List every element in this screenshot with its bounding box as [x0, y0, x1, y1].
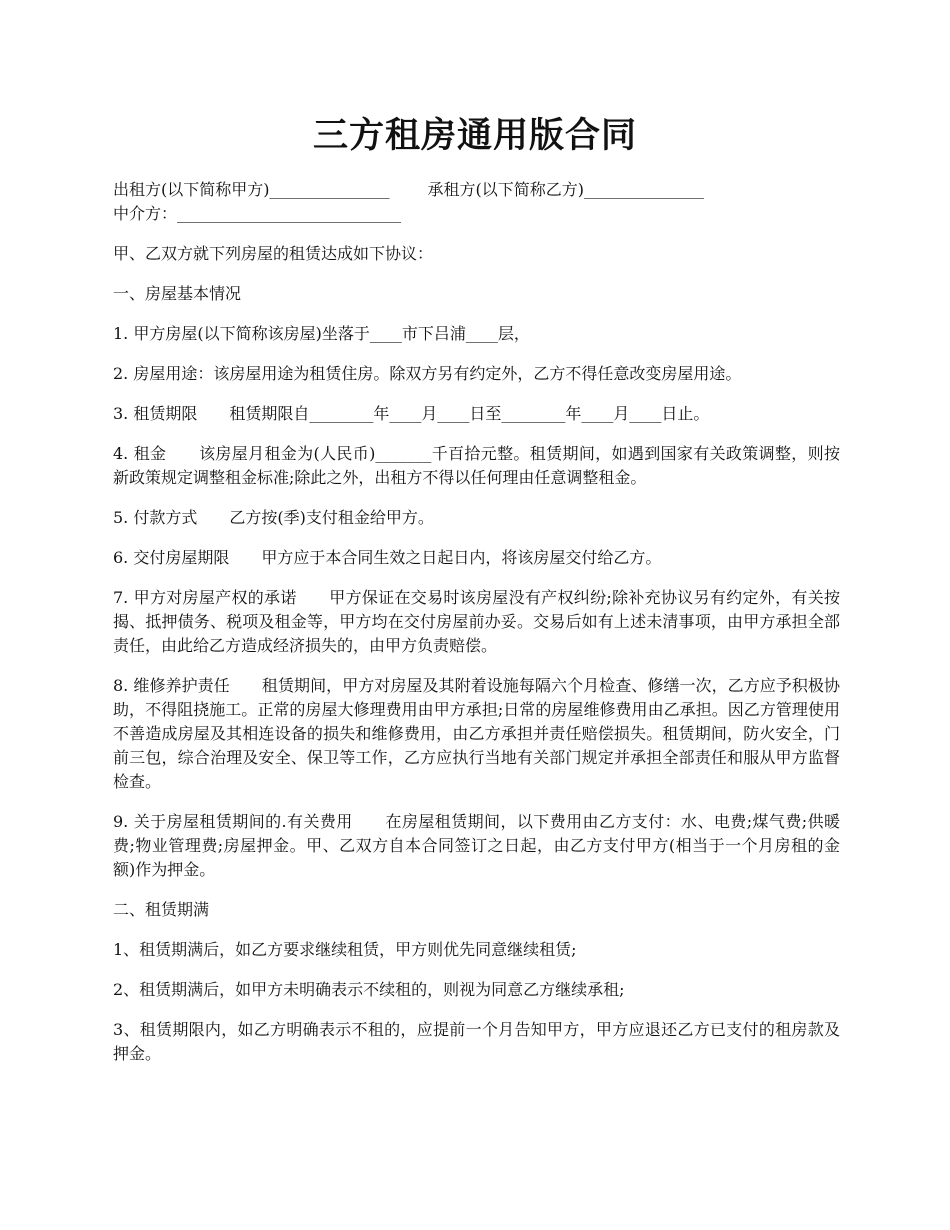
- intro-paragraph: 甲、乙双方就下列房屋的租赁达成如下协议：: [113, 244, 434, 263]
- parties-row: [113, 178, 840, 202]
- clause-paragraph: 9. 关于房屋租赁期间的.有关费用 在房屋租赁期间，以下费用由乙方支付：水、电费;煤气费;供暖费;物业管理费;房屋押金。甲、乙双方自本合同签订之日起，由乙方支付甲方(相当于一个月房租的金额)作为押金。: [113, 812, 840, 879]
- document-title: 三方租房通用版合同: [312, 115, 637, 156]
- document-body: [113, 178, 840, 1066]
- clause-paragraph: 5. 付款方式 乙方按(季)支付租金给甲方。: [113, 508, 434, 527]
- clause-paragraph: 8. 维修养护责任 租赁期间，甲方对房屋及其附着设施每隔六个月检查、修缮一次，乙方应予积极协助，不得阻挠施工。正常的房屋大修理费用由甲方承担;日常的房屋维修费用由乙承担。因乙方管理使用不善造成房屋及其相连设备的损失和维修费用，由乙方承担并责任赔偿损失。租赁期间，防火安全，门前三包，综合治理及安全、保卫等工作，乙方应执行当地有关部门规定并承担全部责任和服从甲方监督检查。: [113, 676, 840, 791]
- lessee-line: 承租方(以下简称乙方)_______________: [427, 180, 704, 199]
- clause-paragraph: 6. 交付房屋期限 甲方应于本合同生效之日起日内，将该房屋交付给乙方。: [113, 548, 662, 567]
- agent-line: 中介方：____________________________: [113, 204, 402, 223]
- clause-paragraph: 3、租赁期限内，如乙方明确表示不租的，应提前一个月告知甲方，甲方应退还乙方已支付的租房款及押金。: [113, 1020, 840, 1063]
- lessor-line: 出租方(以下简称甲方)_______________: [113, 180, 390, 199]
- clause-paragraph: 2、租赁期满后，如甲方未明确表示不续租的，则视为同意乙方继续承租;: [113, 980, 625, 999]
- clause-paragraph: 1、租赁期满后，如乙方要求继续租赁，甲方则优先同意继续租赁;: [113, 940, 577, 959]
- clause-paragraph: 4. 租金 该房屋月租金为(人民币)_______千百拾元整。租赁期间，如遇到国家有关政策调整，则按新政策规定调整租金标准;除此之外，出租方不得以任何理由任意调整租金。: [113, 444, 840, 487]
- section-heading: 二、租赁期满: [113, 900, 210, 919]
- section-heading: 一、房屋基本情况: [113, 284, 242, 303]
- clause-paragraph: 7. 甲方对房屋产权的承诺 甲方保证在交易时该房屋没有产权纠纷;除补充协议另有约定外，有关按揭、抵押债务、税项及租金等，甲方均在交付房屋前办妥。交易后如有上述未清事项，由甲方承担全部责任，由此给乙方造成经济损失的，由甲方负责赔偿。: [113, 588, 840, 655]
- clause-paragraph: 1. 甲方房屋(以下简称该房屋)坐落于____市下吕浦____层，: [113, 324, 530, 343]
- clause-paragraph: 3. 租赁期限 租赁期限自________年____月____日至________年____月____日止。: [113, 404, 710, 423]
- clause-paragraph: 2. 房屋用途：该房屋用途为租赁住房。除双方另有约定外，乙方不得任意改变房屋用途。: [113, 364, 742, 383]
